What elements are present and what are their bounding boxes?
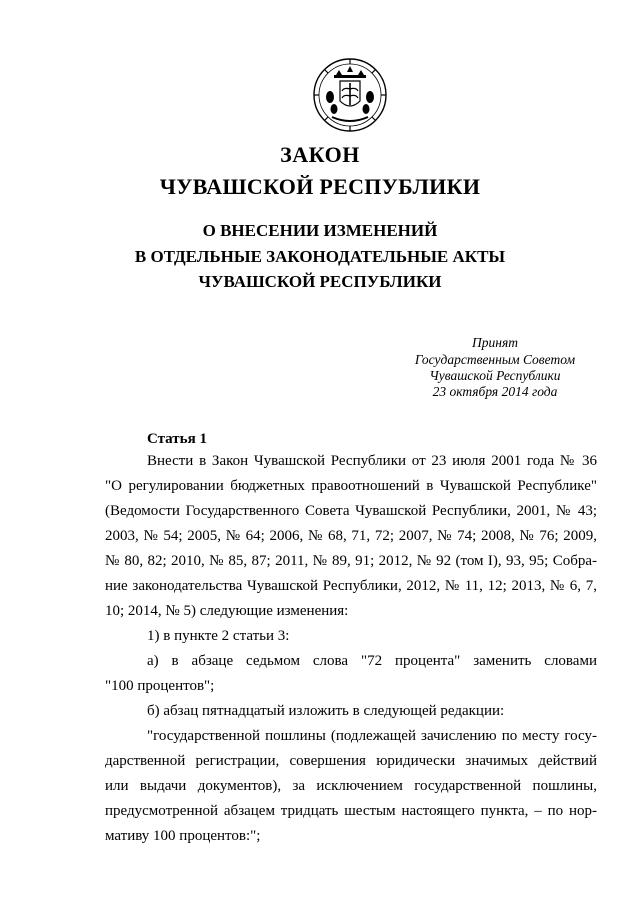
article-line: или выдачи документов), за исключением государственной пошлины,	[105, 778, 597, 794]
article-heading: Статья 1	[147, 431, 207, 447]
article-line: а) в абзаце седьмом слова "72 процента" заменить словами	[147, 653, 597, 669]
law-subtitle-line-2: В ОТДЕЛЬНЫЕ ЗАКОНОДАТЕЛЬНЫЕ АКТЫ	[134, 247, 506, 266]
adopted-date: 23 октября 2014 года	[432, 384, 558, 399]
article-line: предусмотренной абзацем тридцать шестым настоящего пункта, – по нор-	[105, 803, 597, 819]
article-line: 1) в пункте 2 статьи 3:	[147, 628, 290, 644]
article-line: 10; 2014, № 5) следующие изменения:	[105, 603, 349, 619]
article-line: дарственной регистрации, совершения юридически значимых действий	[105, 753, 597, 769]
adopted-body: Государственным Советом	[414, 352, 576, 367]
article-line: мативу 100 процентов:";	[105, 828, 261, 844]
chuvash-coat-of-arms-icon	[312, 57, 388, 133]
adopted-republic: Чувашской Республики	[429, 368, 561, 383]
article-line: "О регулировании бюджетных правоотношений в Чувашской Республике"	[105, 478, 597, 494]
article-line: "100 процентов";	[105, 678, 215, 694]
article-line: 2003, № 54; 2005, № 64; 2006, № 68, 71, 72; 2007, № 74; 2008, № 76; 2009,	[105, 528, 597, 544]
adopted-label: Принят	[472, 335, 518, 350]
law-title-republic: ЧУВАШСКОЙ РЕСПУБЛИКИ	[159, 174, 481, 199]
article-line: "государственной пошлины (подлежащей зачислению по месту госу-	[147, 728, 597, 744]
law-subtitle-line-3: ЧУВАШСКОЙ РЕСПУБЛИКИ	[198, 272, 442, 291]
article-line: Внести в Закон Чувашской Республики от 23 июля 2001 года № 36	[147, 453, 597, 469]
law-subtitle-line-1: О ВНЕСЕНИИ ИЗМЕНЕНИЙ	[202, 221, 438, 240]
law-title: ЗАКОН	[280, 142, 360, 167]
article-line: ние законодательства Чувашской Республики, 2012, № 11, 12; 2013, № 6, 7,	[105, 578, 597, 594]
article-line: № 80, 82; 2010, № 85, 87; 2011, № 89, 91; 2012, № 92 (том I), 93, 95; Собра-	[105, 553, 597, 569]
article-line: (Ведомости Государственного Совета Чувашской Республики, 2001, № 43;	[105, 503, 597, 519]
article-line: б) абзац пятнадцатый изложить в следующей редакции:	[147, 703, 505, 719]
